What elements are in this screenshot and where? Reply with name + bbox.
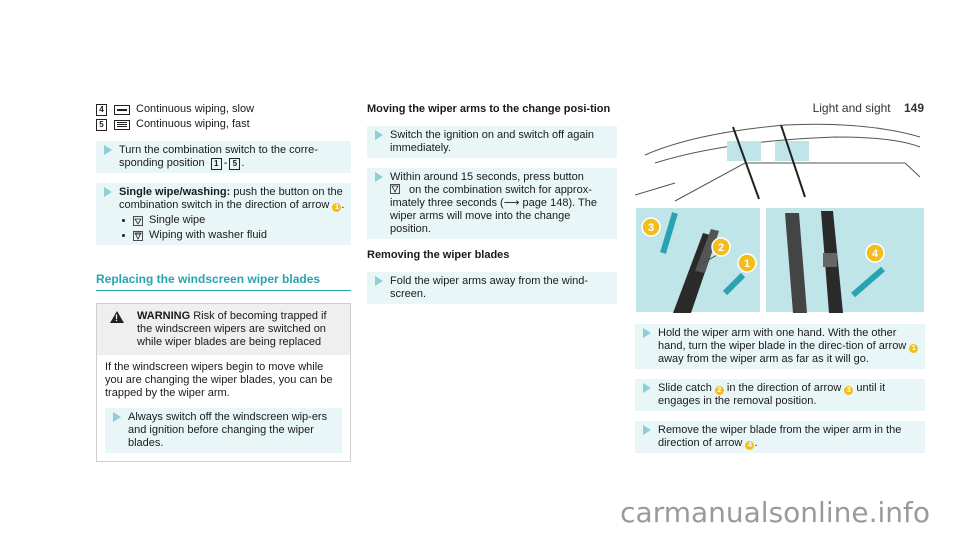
continuous-slow-icon [114, 105, 130, 115]
single-wipe-icon [133, 216, 143, 226]
step-arrow-icon [643, 328, 651, 338]
position-label: Continuous wiping, fast [136, 118, 250, 130]
callout-3: 3 [844, 386, 853, 395]
callout-1: 1 [909, 344, 918, 353]
position-key: 5 [96, 119, 107, 131]
detail-panel-right [765, 207, 925, 313]
callout-2: 2 [717, 242, 725, 254]
instruction-step: Turn the combination switch to the corre-sponding position 1 - 5 . [96, 141, 351, 173]
wiper-position-4 [96, 103, 351, 116]
warning-header: ! WARNING Risk of becoming trapped if the windscreen wipers are switched on while wiper blades are being replaced [97, 304, 350, 355]
instruction-step: Slide catch 2 in the direction of arrow 3 until it engages in the removal position. [635, 379, 925, 411]
callout-1: 1 [743, 258, 751, 270]
step-arrow-icon [643, 383, 651, 393]
step-arrow-icon [104, 187, 112, 197]
page-reference-arrow-icon: ⟶ [503, 197, 520, 209]
subsection-heading: Moving the wiper arms to the change posi-tion [367, 103, 611, 115]
continuous-fast-icon [114, 120, 130, 130]
step-arrow-icon [104, 145, 112, 155]
windscreen-view [635, 124, 920, 201]
position-label: Continuous wiping, slow [136, 103, 255, 115]
column-right [635, 324, 925, 453]
step-arrow-icon [113, 412, 121, 422]
washer-fluid-icon [133, 231, 143, 241]
step-arrow-icon [375, 130, 383, 140]
column-left [96, 103, 351, 462]
list-item: Wiping with washer fluid [119, 229, 347, 242]
position-key: 5 [229, 158, 240, 170]
callout-4: 4 [745, 441, 754, 450]
position-key: 4 [96, 104, 107, 116]
callout-2: 2 [715, 386, 724, 395]
warning-icon [110, 311, 124, 323]
column-middle [367, 103, 617, 304]
subsection-heading: Removing the wiper blades [367, 249, 510, 261]
section-title: Replacing the windscreen wiper blades [96, 273, 351, 291]
wiper-blade-illustration [635, 103, 925, 313]
warning-body: If the windscreen wipers begin to move while you are changing the wiper blades, you can be trapped by the wiper arm. Always switch off the windscreen wip-ers and ignition before changing the wiper blades. [97, 355, 350, 461]
step-arrow-icon [375, 172, 383, 182]
section-name: Light and sight [812, 101, 891, 115]
page-reference[interactable]: page 148 [519, 197, 569, 209]
instruction-step: Always switch off the windscreen wip-ers and ignition before changing the wiper blades. [105, 408, 342, 453]
step-arrow-icon [375, 276, 383, 286]
page-number: 149 [903, 101, 924, 115]
step-arrow-icon [643, 425, 651, 435]
callout-4: 4 [871, 248, 879, 260]
position-key: 1 [211, 158, 222, 170]
watermark: carmanualsonline.info [620, 496, 930, 529]
warning-box [96, 303, 351, 462]
instruction-step: Single wipe/washing: push the button on the combination switch in the direction of arrow 1 . Single wipe Wiping with washer fluid [96, 183, 351, 245]
instruction-step: Within around 15 seconds, press button on the combination switch for approx-imately three seconds (⟶ page 148). The wiper arms will move into the change position. [367, 168, 617, 239]
instruction-step: Remove the wiper blade from the wiper arm in the direction of arrow 4 . [635, 421, 925, 453]
list-item: Single wipe [119, 214, 347, 227]
instruction-step: Fold the wiper arms away from the wind-screen. [367, 272, 617, 304]
callout-1: 1 [332, 203, 341, 212]
washer-button-icon [390, 184, 400, 194]
instruction-step: Switch the ignition on and switch off again immediately. [367, 126, 617, 158]
wiper-position-5 [96, 118, 351, 131]
instruction-step: Hold the wiper arm with one hand. With the other hand, turn the wiper blade in the direc-tion of arrow 1 away from the wiper arm as far as it will go. [635, 324, 925, 369]
callout-3: 3 [647, 222, 655, 234]
